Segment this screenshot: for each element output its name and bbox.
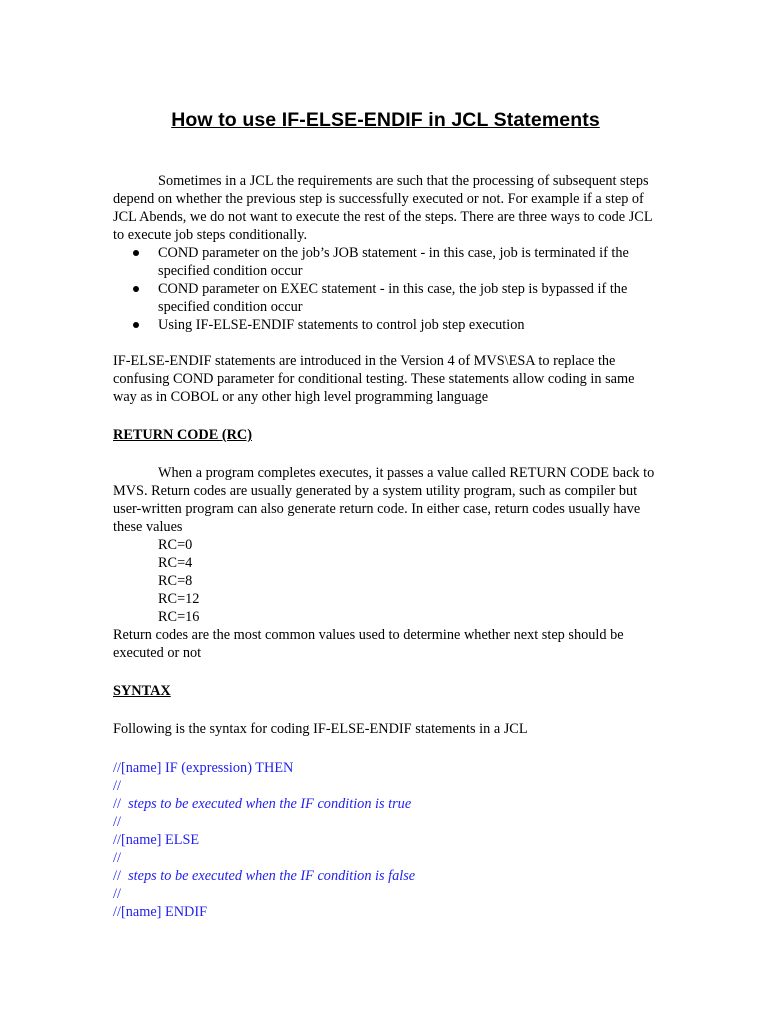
code-line: //[name] ENDIF [113,904,208,920]
syntax-heading: SYNTAX [113,683,171,699]
bullet-icon [133,250,139,256]
return-code-values [113,536,658,626]
list-item-text: COND parameter on the job’s JOB statement - in this case, job is terminated if the specified condition occur [158,245,629,279]
return-code-value: RC=12 [158,591,200,607]
document-content [113,108,658,921]
jcl-code-block [113,759,658,921]
code-line: // steps to be executed when the IF condition is true [113,796,412,812]
code-line: // [113,886,121,902]
code-line: // [113,850,121,866]
return-code-paragraph: When a program completes executes, it passes a value called RETURN CODE back to MVS. Return codes are usually generated by a system utility program, such as compiler but user-written program can also generate return code. In either case, return codes usually have these values [113,465,655,535]
return-code-heading: RETURN CODE (RC) [113,427,252,443]
code-line: // steps to be executed when the IF condition is false [113,868,416,884]
code-line: // [113,778,121,794]
code-line: //[name] IF (expression) THEN [113,760,294,776]
return-code-value: RC=0 [158,537,193,553]
bullet-icon [133,286,139,292]
list-item-text: COND parameter on EXEC statement - in this case, the job step is bypassed if the specified condition occur [158,281,628,315]
bullet-icon [133,322,139,328]
conditional-methods-list [113,244,658,334]
return-code-value: RC=16 [158,609,200,625]
list-item-text: Using IF-ELSE-ENDIF statements to control job step execution [158,317,525,333]
code-line: //[name] ELSE [113,832,200,848]
list-item [113,316,658,334]
return-code-summary: Return codes are the most common values used to determine whether next step should be executed or not [113,627,624,661]
document-title: How to use IF-ELSE-ENDIF in JCL Statements [171,109,600,131]
intro-paragraph: Sometimes in a JCL the requirements are such that the processing of subsequent steps depend on whether the previous step is successfully executed or not. For example if a step of JCL Abends, we do not want to execute the rest of the steps. There are three ways to code JCL to execute job steps conditionally. [113,173,653,243]
syntax-intro: Following is the syntax for coding IF-ELSE-ENDIF statements in a JCL [113,721,528,737]
if-else-endif-paragraph: IF-ELSE-ENDIF statements are introduced in the Version 4 of MVS\ESA to replace the confusing COND parameter for conditional testing. These statements allow coding in same way as in COBOL or any other high level programming language [113,353,635,405]
return-code-value: RC=8 [158,573,193,589]
return-code-value: RC=4 [158,555,193,571]
list-item [113,280,658,316]
list-item [113,244,658,280]
code-line: // [113,814,121,830]
